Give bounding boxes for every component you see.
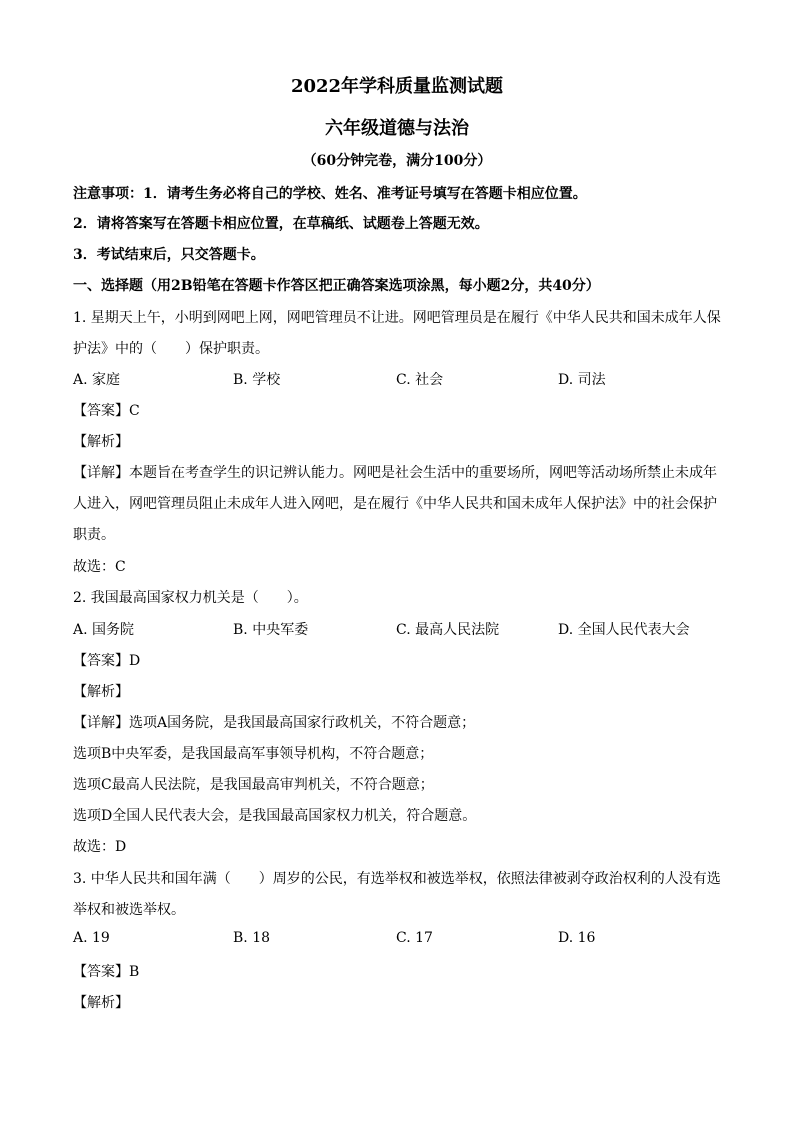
page-title: 2022年学科质量监测试题	[290, 76, 504, 97]
q1-option-a: A. 家庭	[73, 372, 121, 388]
note-2: 2．请将答案写在答题卡相应位置，在草稿纸、试题卷上答题无效。	[73, 216, 489, 232]
q1-option-c: C. 社会	[396, 372, 444, 388]
q2-answer: 【答案】D	[73, 653, 141, 669]
q1-option-b: B. 学校	[233, 372, 281, 388]
q2-choice: 故选：D	[73, 839, 127, 855]
q2-option-c: C. 最高人民法院	[396, 622, 500, 638]
q1-stem-line-2: 护法》中的（ ）保护职责。	[73, 341, 269, 357]
page-subtitle: 六年级道德与法治	[325, 118, 469, 139]
q1-choice: 故选：C	[73, 559, 126, 575]
q1-stem-line-1: 1. 星期天上午，小明到网吧上网，网吧管理员不让进。网吧管理员是在履行《中华人民共和国未成年人保	[73, 310, 721, 326]
q3-option-c: C. 17	[396, 930, 433, 946]
q2-option-b: B. 中央军委	[233, 622, 309, 638]
note-3: 3．考试结束后，只交答题卡。	[73, 247, 265, 263]
q2-option-d: D. 全国人民代表大会	[558, 622, 690, 638]
q3-option-a: A. 19	[73, 930, 110, 946]
q2-detail-line-4: 选项D全国人民代表大会，是我国最高国家权力机关，符合题意。	[73, 808, 477, 824]
q1-answer: 【答案】C	[73, 403, 140, 419]
q3-stem-line-2: 举权和被选举权。	[73, 902, 185, 918]
q3-stem-line-1: 3. 中华人民共和国年满（ ）周岁的公民，有选举权和被选举权，依照法律被剥夺政治权利的人没有选	[73, 871, 721, 887]
q2-detail-line-1: 【详解】选项A国务院，是我国最高国家行政机关，不符合题意；	[73, 715, 476, 731]
q1-option-d: D. 司法	[558, 372, 606, 388]
q1-detail-line-3: 职责。	[73, 527, 115, 543]
time-note: （60分钟完卷，满分100分）	[302, 153, 492, 169]
q2-detail-line-3: 选项C最高人民法院，是我国最高审判机关，不符合题意；	[73, 777, 434, 793]
q2-option-a: A. 国务院	[73, 622, 135, 638]
note-1: 注意事项：1．请考生务必将自己的学校、姓名、准考证号填写在答题卡相应位置。	[73, 186, 587, 202]
q2-analysis: 【解析】	[73, 684, 129, 700]
q3-answer: 【答案】B	[73, 964, 140, 980]
q3-option-b: B. 18	[233, 930, 271, 946]
section-heading: 一、选择题（用2B铅笔在答题卡作答区把正确答案选项涂黑，每小题2分，共40分）	[73, 278, 600, 294]
q2-detail-line-2: 选项B中央军委，是我国最高军事领导机构，不符合题意；	[73, 746, 434, 762]
q1-detail-line-2: 人进入，网吧管理员阻止未成年人进入网吧，是在履行《中华人民共和国未成年人保护法》中的社会保护	[73, 496, 717, 512]
q3-option-d: D. 16	[558, 930, 596, 946]
q2-stem-line-1: 2. 我国最高国家权力机关是（ ）。	[73, 590, 308, 606]
q3-analysis: 【解析】	[73, 995, 129, 1011]
q1-analysis: 【解析】	[73, 434, 129, 450]
q1-detail-line-1: 【详解】本题旨在考查学生的识记辨认能力。网吧是社会生活中的重要场所，网吧等活动场所禁止未成年	[73, 465, 717, 481]
